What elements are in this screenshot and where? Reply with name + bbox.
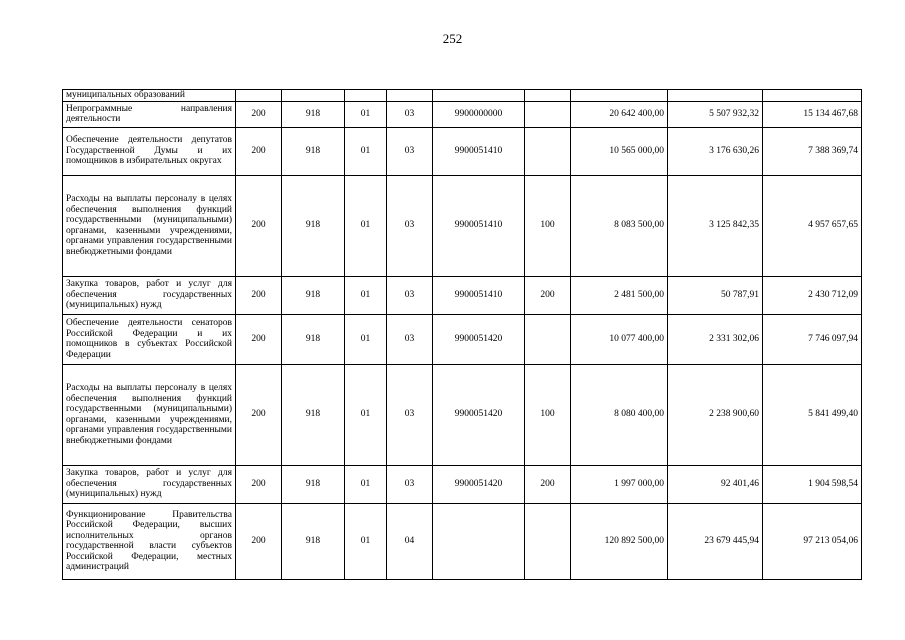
ministry-code-cell: 918 <box>282 314 345 364</box>
ministry-code-cell: 918 <box>282 364 345 465</box>
division-code-cell: 01 <box>345 101 387 127</box>
table-row <box>63 175 862 276</box>
row-name-cell: Обеспечение деятельности депутатов Государственной Думы и их помощников в избирательных округах <box>63 127 236 175</box>
approved-amount-cell: 10 565 000,00 <box>571 127 668 175</box>
subdivision-code-cell: 03 <box>387 276 433 314</box>
subdivision-code-cell: 03 <box>387 364 433 465</box>
subdivision-code-cell: 03 <box>387 175 433 276</box>
table-row <box>63 503 862 579</box>
expense-type-cell: 100 <box>525 175 571 276</box>
executed-amount-cell: 3 176 630,26 <box>668 127 763 175</box>
section-code-cell: 200 <box>236 364 282 465</box>
remaining-amount-cell: 1 904 598,54 <box>763 465 862 503</box>
remaining-amount-cell: 5 841 499,40 <box>763 364 862 465</box>
remaining-amount-cell: 7 746 097,94 <box>763 314 862 364</box>
row-name-cell: Обеспечение деятельности сенаторов Российской Федерации и их помощников в субъектах Российской Федерации <box>63 314 236 364</box>
row-name-cell: Расходы на выплаты персоналу в целях обеспечения выполнения функций государственными (муниципальными) органами, казенными учреждениями, органами управления государственными внебюджетными фондами <box>63 175 236 276</box>
subdivision-code-cell: 03 <box>387 314 433 364</box>
row-name-cell: Функционирование Правительства Российской Федерации, высших исполнительных органов государственной власти субъектов Российской Федерации, местных администраций <box>63 503 236 579</box>
target-article-cell: 9900051410 <box>433 127 525 175</box>
division-code-cell: 01 <box>345 503 387 579</box>
remaining-amount-cell: 4 957 657,65 <box>763 175 862 276</box>
ministry-code-cell: 918 <box>282 175 345 276</box>
executed-amount-cell: 3 125 842,35 <box>668 175 763 276</box>
target-article-cell: 9900051420 <box>433 364 525 465</box>
division-code-cell: 01 <box>345 465 387 503</box>
table-row <box>63 364 862 465</box>
target-article-cell: 9900051420 <box>433 314 525 364</box>
executed-amount-cell <box>668 90 763 102</box>
division-code-cell: 01 <box>345 364 387 465</box>
remaining-amount-cell <box>763 90 862 102</box>
expense-type-cell <box>525 314 571 364</box>
table-row <box>63 101 862 127</box>
target-article-cell <box>433 90 525 102</box>
table-row <box>63 127 862 175</box>
approved-amount-cell: 1 997 000,00 <box>571 465 668 503</box>
executed-amount-cell: 5 507 932,32 <box>668 101 763 127</box>
division-code-cell: 01 <box>345 314 387 364</box>
section-code-cell: 200 <box>236 175 282 276</box>
remaining-amount-cell: 2 430 712,09 <box>763 276 862 314</box>
division-code-cell: 01 <box>345 276 387 314</box>
section-code-cell: 200 <box>236 503 282 579</box>
table-body <box>63 90 862 580</box>
section-code-cell <box>236 90 282 102</box>
approved-amount-cell: 8 083 500,00 <box>571 175 668 276</box>
expense-type-cell <box>525 503 571 579</box>
ministry-code-cell: 918 <box>282 503 345 579</box>
section-code-cell: 200 <box>236 101 282 127</box>
expense-type-cell: 100 <box>525 364 571 465</box>
row-name-cell: Закупка товаров, работ и услуг для обеспечения государственных (муниципальных) нужд <box>63 276 236 314</box>
division-code-cell: 01 <box>345 175 387 276</box>
division-code-cell <box>345 90 387 102</box>
approved-amount-cell: 2 481 500,00 <box>571 276 668 314</box>
remaining-amount-cell: 15 134 467,68 <box>763 101 862 127</box>
page-number: 252 <box>442 31 463 46</box>
row-name-cell: Непрограммные направления деятельности <box>63 101 236 127</box>
executed-amount-cell: 92 401,46 <box>668 465 763 503</box>
target-article-cell: 9900051410 <box>433 175 525 276</box>
ministry-code-cell: 918 <box>282 465 345 503</box>
executed-amount-cell: 50 787,91 <box>668 276 763 314</box>
subdivision-code-cell <box>387 90 433 102</box>
row-name-cell: Расходы на выплаты персоналу в целях обеспечения выполнения функций государственными (муниципальными) органами, казенными учреждениями, органами управления государственными внебюджетными фондами <box>63 364 236 465</box>
ministry-code-cell: 918 <box>282 127 345 175</box>
table-row <box>63 90 862 102</box>
remaining-amount-cell: 7 388 369,74 <box>763 127 862 175</box>
target-article-cell: 9900051420 <box>433 465 525 503</box>
table-row <box>63 465 862 503</box>
ministry-code-cell: 918 <box>282 276 345 314</box>
approved-amount-cell <box>571 90 668 102</box>
approved-amount-cell: 20 642 400,00 <box>571 101 668 127</box>
budget-table <box>62 89 862 580</box>
expense-type-cell <box>525 127 571 175</box>
table-row <box>63 276 862 314</box>
section-code-cell: 200 <box>236 314 282 364</box>
table-row <box>63 314 862 364</box>
ministry-code-cell <box>282 90 345 102</box>
expense-type-cell <box>525 90 571 102</box>
subdivision-code-cell: 03 <box>387 465 433 503</box>
target-article-cell: 9900051410 <box>433 276 525 314</box>
approved-amount-cell: 10 077 400,00 <box>571 314 668 364</box>
section-code-cell: 200 <box>236 127 282 175</box>
remaining-amount-cell: 97 213 054,06 <box>763 503 862 579</box>
section-code-cell: 200 <box>236 276 282 314</box>
approved-amount-cell: 120 892 500,00 <box>571 503 668 579</box>
target-article-cell <box>433 503 525 579</box>
expense-type-cell <box>525 101 571 127</box>
executed-amount-cell: 2 238 900,60 <box>668 364 763 465</box>
subdivision-code-cell: 03 <box>387 101 433 127</box>
row-name-cell: муниципальных образований <box>63 90 236 102</box>
expense-type-cell: 200 <box>525 276 571 314</box>
ministry-code-cell: 918 <box>282 101 345 127</box>
section-code-cell: 200 <box>236 465 282 503</box>
target-article-cell: 9900000000 <box>433 101 525 127</box>
subdivision-code-cell: 04 <box>387 503 433 579</box>
subdivision-code-cell: 03 <box>387 127 433 175</box>
approved-amount-cell: 8 080 400,00 <box>571 364 668 465</box>
division-code-cell: 01 <box>345 127 387 175</box>
executed-amount-cell: 23 679 445,94 <box>668 503 763 579</box>
expense-type-cell: 200 <box>525 465 571 503</box>
executed-amount-cell: 2 331 302,06 <box>668 314 763 364</box>
row-name-cell: Закупка товаров, работ и услуг для обеспечения государственных (муниципальных) нужд <box>63 465 236 503</box>
